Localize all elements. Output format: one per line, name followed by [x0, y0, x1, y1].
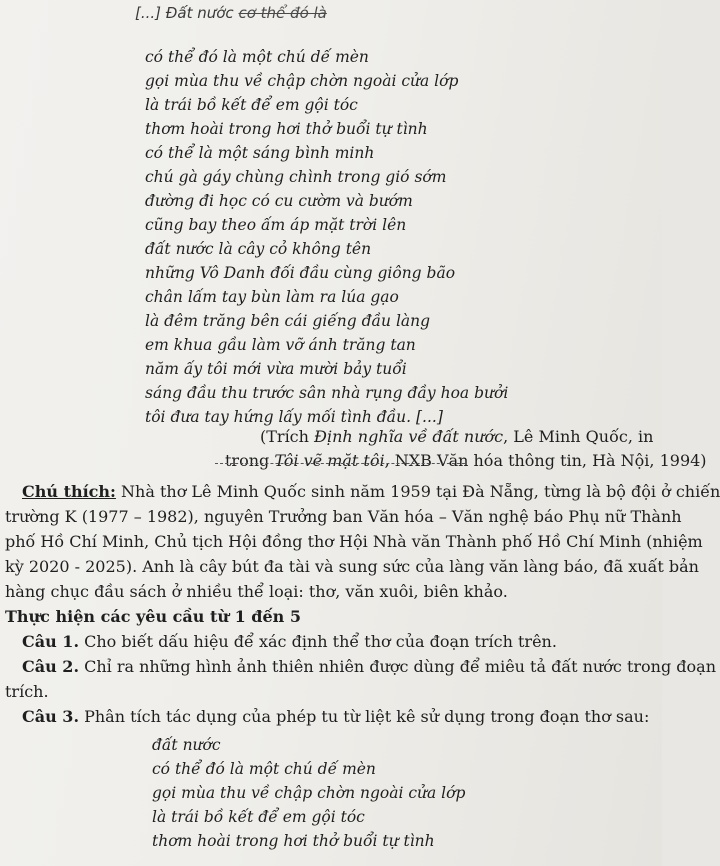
- poem-line: em khua gầu làm vỡ ánh trăng tan: [145, 336, 416, 354]
- poem-line: chân lấm tay bùn làm ra lúa gạo: [145, 288, 399, 306]
- note-line: kỳ 2020 - 2025). Anh là cây bút đa tài và sung sức của làng văn làng báo, đã xuất bản: [5, 557, 699, 576]
- excerpt-line: đất nước: [152, 736, 221, 754]
- citation-title: Định nghĩa về đất nước: [314, 427, 504, 446]
- poem-line: những Vô Danh đối đầu cùng giông bão: [145, 264, 456, 282]
- note-line: phố Hồ Chí Minh, Chủ tịch Hội đồng thơ Hội Nhà văn Thành phố Hồ Chí Minh (nhiệm: [5, 532, 703, 551]
- handwritten-prefix: [...] Đất nước: [135, 4, 234, 22]
- poem-line: đất nước là cây cỏ không tên: [145, 240, 372, 258]
- note-text: Nhà thơ Lê Minh Quốc sinh năm 1959 tại Đà Nẵng, từng là bộ đội ở chiến: [115, 482, 720, 501]
- handwritten-header: [135, 4, 327, 22]
- instructions-heading: Thực hiện các yêu cầu từ 1 đến 5: [5, 607, 301, 626]
- poem-line: chú gà gáy chùng chình trong gió sớm: [145, 168, 447, 186]
- note-line: trường K (1977 – 1982), nguyên Trưởng ban Văn hóa – Văn nghệ báo Phụ nữ Thành: [5, 507, 682, 526]
- question-2-continuation: trích.: [5, 682, 49, 701]
- poem-line: thơm hoài trong hơi thở buổi tự tình: [145, 120, 428, 138]
- poem-line: là trái bồ kết để em gội tóc: [145, 96, 358, 114]
- note-label: Chú thích:: [22, 482, 116, 501]
- citation-text: , NXB Văn hóa thông tin, Hà Nội, 1994): [384, 451, 707, 470]
- question-text: Chỉ ra những hình ảnh thiên nhiên được dùng để miêu tả đất nước trong đoạn: [79, 657, 717, 676]
- dashed-divider: [215, 463, 465, 464]
- question-text: Cho biết dấu hiệu để xác định thể thơ của đoạn trích trên.: [79, 632, 557, 651]
- excerpt-line: gọi mùa thu về chập chờn ngoài cửa lớp: [152, 784, 466, 802]
- poem-line: gọi mùa thu về chập chờn ngoài cửa lớp: [145, 72, 459, 90]
- poem-line: cũng bay theo ấm áp mặt trời lên: [145, 216, 407, 234]
- question-2: [22, 657, 716, 676]
- citation-line-2: [225, 451, 707, 470]
- poem-line: sáng đầu thu trước sân nhà rụng đầy hoa bưởi: [145, 384, 509, 402]
- citation-text: , Lê Minh Quốc, in: [503, 427, 654, 446]
- citation-text: trong: [225, 451, 275, 470]
- poem-line: có thể đó là một chú dế mèn: [145, 48, 369, 66]
- excerpt-line: là trái bồ kết để em gội tóc: [152, 808, 365, 826]
- handwritten-crossed-out: cơ thể đó là: [238, 4, 327, 22]
- poem-line: là đêm trăng bên cái giếng đầu làng: [145, 312, 431, 330]
- question-label: Câu 1.: [22, 632, 80, 651]
- poem-line: năm ấy tôi mới vừa mười bảy tuổi: [145, 360, 407, 378]
- excerpt-line: thơm hoài trong hơi thở buổi tự tình: [152, 832, 435, 850]
- note-line: hàng chục đầu sách ở nhiều thể loại: thơ, văn xuôi, biên khảo.: [5, 582, 508, 601]
- citation-line-1: [260, 427, 653, 446]
- poem-line: tôi đưa tay hứng lấy mối tình đầu. [...]: [145, 408, 443, 426]
- poem-line: đường đi học có cu cườm và bướm: [145, 192, 413, 210]
- question-text: Phân tích tác dụng của phép tu từ liệt kê sử dụng trong đoạn thơ sau:: [79, 707, 650, 726]
- note-line: [22, 482, 720, 501]
- question-1: [22, 632, 557, 651]
- question-label: Câu 2.: [22, 657, 80, 676]
- question-label: Câu 3.: [22, 707, 80, 726]
- excerpt-line: có thể đó là một chú dế mèn: [152, 760, 376, 778]
- citation-book-title: Tôi vẽ mặt tôi: [274, 451, 385, 470]
- question-3: [22, 707, 649, 726]
- poem-line: có thể là một sáng bình minh: [145, 144, 375, 162]
- citation-text: (Trích: [260, 427, 315, 446]
